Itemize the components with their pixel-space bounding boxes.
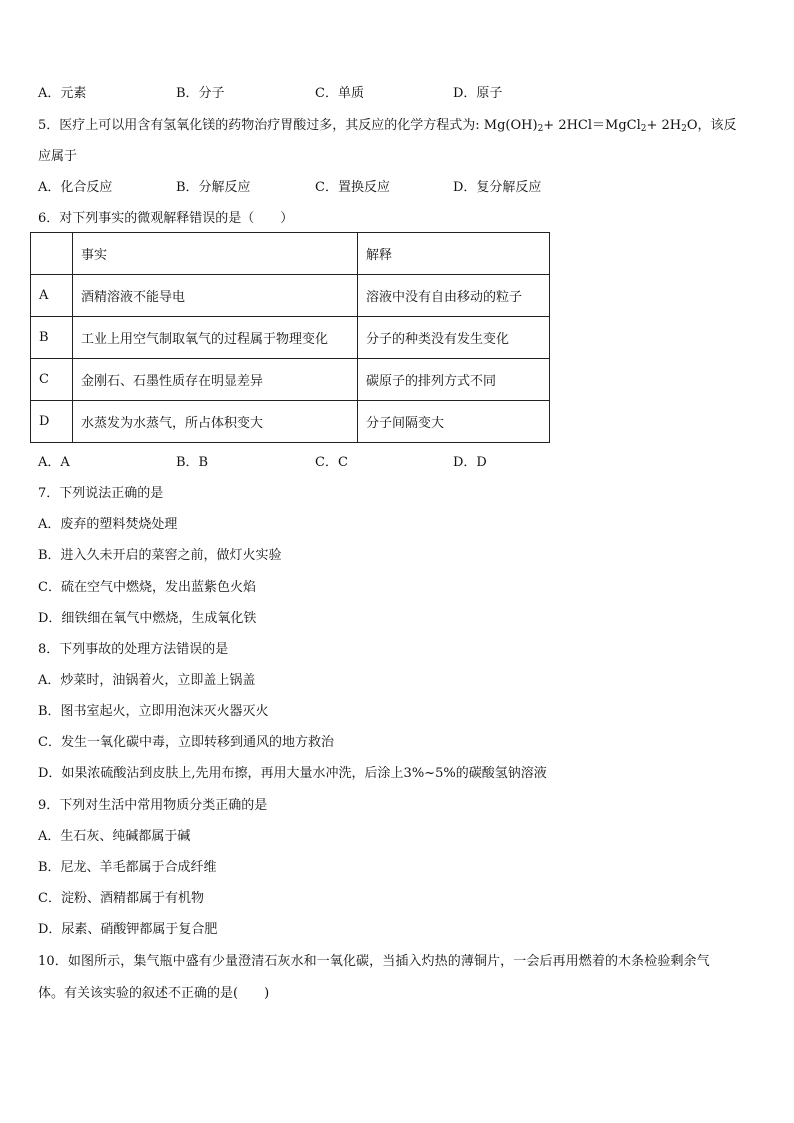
q8-stem: 8．下列事故的处理方法错误的是: [38, 642, 229, 657]
table-cell: C: [31, 359, 73, 401]
q6-option-a[interactable]: A．A: [38, 455, 70, 470]
q7-option-b[interactable]: B．进入久未开启的菜窖之前，做灯火实验: [38, 548, 282, 563]
q5-option-b[interactable]: B．分解反应: [176, 180, 251, 195]
top-options: [38, 82, 758, 100]
q5-stem: 5．医疗上可以用含有氢氧化镁的药物治疗胃酸过多，其反应的化学方程式为: $Mg(OH)_2+$ 2HCl＝MgCl$_2$+ $2H_2O$，该反: [38, 118, 737, 134]
q6-option-b[interactable]: B．B: [176, 455, 209, 470]
table-cell: A: [31, 275, 73, 317]
table-row: [31, 401, 550, 443]
table-row: [31, 275, 550, 317]
option-b[interactable]: B．分子: [176, 86, 225, 101]
q5-stem-continued: 应属于: [38, 149, 78, 164]
table-cell: 分子的种类没有发生变化: [358, 317, 550, 359]
option-c[interactable]: C．单质: [315, 86, 364, 101]
option-a[interactable]: A．元素: [38, 86, 87, 101]
q5-option-c[interactable]: C．置换反应: [315, 180, 390, 195]
q5-options: [38, 176, 758, 194]
table-cell: B: [31, 317, 73, 359]
table-cell: 水蒸发为水蒸气，所占体积变大: [73, 401, 358, 443]
q7-option-a[interactable]: A．废弃的塑料焚烧处理: [38, 517, 178, 532]
table-row: [31, 359, 550, 401]
table-header-cell: 解释: [358, 233, 550, 275]
table-cell: 分子间隔变大: [358, 401, 550, 443]
q9-option-b[interactable]: B．尼龙、羊毛都属于合成纤维: [38, 860, 217, 875]
q7-stem: 7．下列说法正确的是: [38, 486, 164, 501]
q8-option-a[interactable]: A．炒菜时，油锅着火，立即盖上锅盖: [38, 673, 256, 688]
q7-option-d[interactable]: D．细铁细在氧气中燃烧，生成氧化铁: [38, 611, 257, 626]
q6-option-d[interactable]: D．D: [453, 455, 487, 470]
table-header-row: [31, 233, 550, 275]
q6-options: [38, 451, 758, 469]
table-cell: 金刚石、石墨性质存在明显差异: [73, 359, 358, 401]
q6-stem: 6．对下列事实的微观解释错误的是（ ）: [38, 211, 294, 226]
q9-option-d[interactable]: D．尿素、硝酸钾都属于复合肥: [38, 922, 218, 937]
table-row: [31, 317, 550, 359]
q9-option-a[interactable]: A．生石灰、纯碱都属于碱: [38, 829, 191, 844]
table-header-cell: [31, 233, 73, 275]
q6-table: [30, 232, 550, 443]
option-d[interactable]: D．原子: [453, 86, 503, 101]
q5-option-d[interactable]: D．复分解反应: [453, 180, 542, 195]
q6-option-c[interactable]: C．C: [315, 455, 348, 470]
q7-option-c[interactable]: C．硫在空气中燃烧，发出蓝紫色火焰: [38, 580, 256, 595]
q8-option-d[interactable]: D．如果浓硫酸沾到皮肤上,先用布擦，再用大量水冲洗，后涂上3%~5%的碳酸氢钠溶液: [38, 766, 547, 781]
table-cell: 碳原子的排列方式不同: [358, 359, 550, 401]
table-cell: D: [31, 401, 73, 443]
q8-option-c[interactable]: C．发生一氧化碳中毒，立即转移到通风的地方救治: [38, 735, 334, 750]
q9-stem: 9．下列对生活中常用物质分类正确的是: [38, 798, 268, 813]
table-header-cell: 事实: [73, 233, 358, 275]
q9-option-c[interactable]: C．淀粉、酒精都属于有机物: [38, 891, 204, 906]
q8-option-b[interactable]: B．图书室起火，立即用泡沫灭火器灭火: [38, 704, 269, 719]
q10-stem: 10．如图所示，集气瓶中盛有少量澄清石灰水和一氧化碳，当插入灼热的薄铜片，一会后再用燃着的木条检验剩余气: [38, 954, 710, 969]
table-cell: 溶液中没有自由移动的粒子: [358, 275, 550, 317]
table-cell: 工业上用空气制取氧气的过程属于物理变化: [73, 317, 358, 359]
q10-stem-continued: 体。有关该实验的叙述不正确的是( ): [38, 986, 270, 1001]
table-cell: 酒精溶液不能导电: [73, 275, 358, 317]
q5-option-a[interactable]: A．化合反应: [38, 180, 113, 195]
